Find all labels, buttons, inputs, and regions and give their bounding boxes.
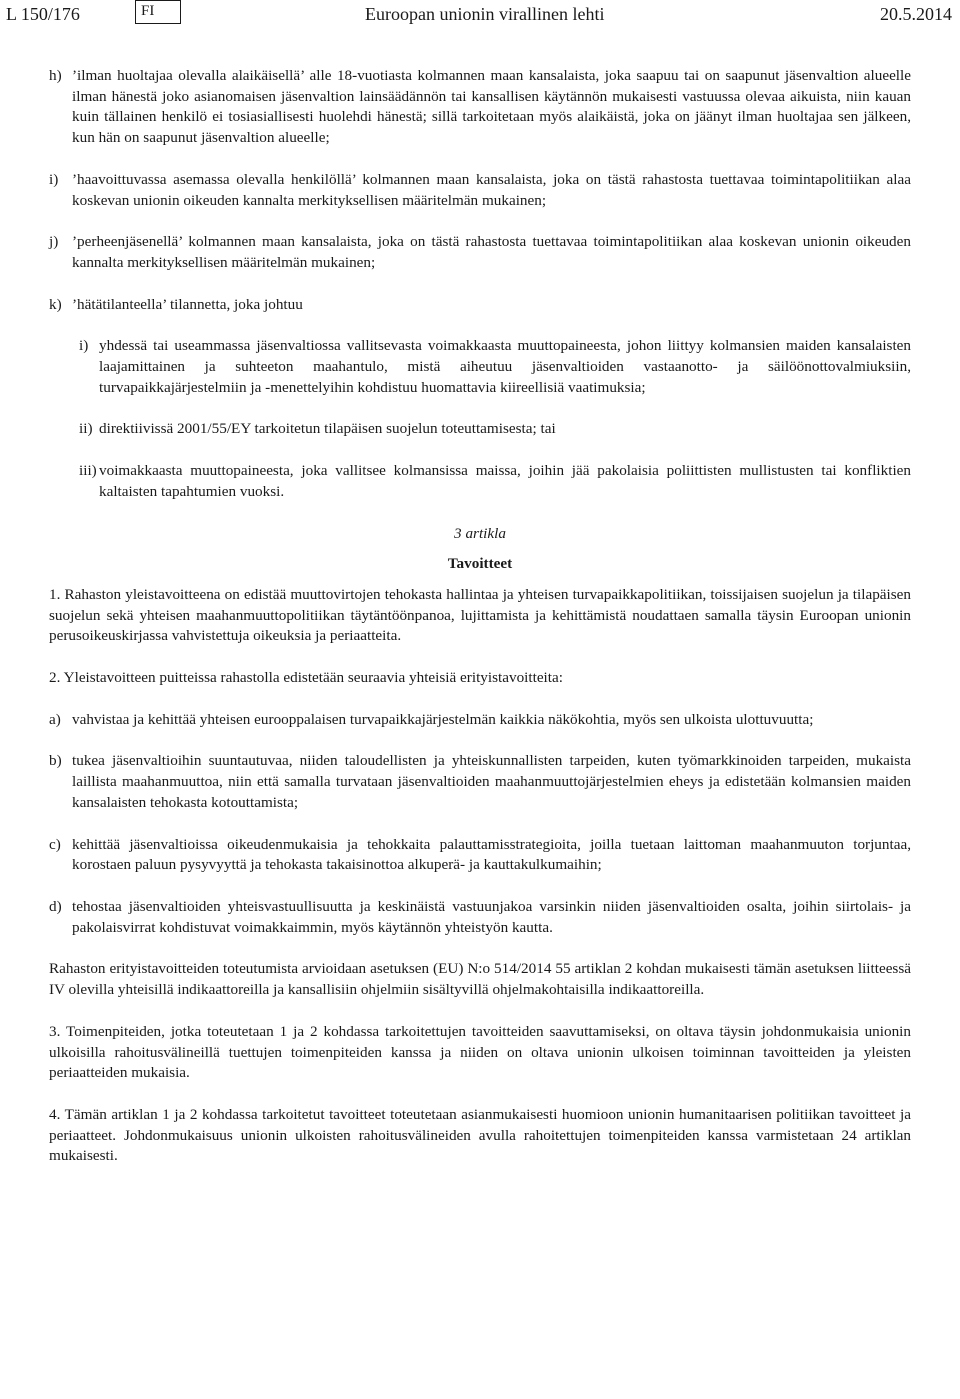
publication-date: 20.5.2014 [880, 4, 952, 24]
page-header [0, 0, 960, 34]
goal-text: kehittää jäsenvaltioissa oikeudenmukaisia ja tehokkaita palauttamisstrategioita, joilla tuetaan laittoman maahanmuuton torjuntaa, korostaen paluun pysyvyyttä ja tehokasta takaisinottoa alkuperä- ja kauttakulkumaihin; [72, 835, 911, 874]
page-reference: L 150/176 [6, 4, 80, 24]
goal-d [49, 897, 911, 938]
sub-item-label: iii) [79, 462, 97, 480]
goal-c [49, 835, 911, 876]
paragraph-text: Yleistavoitteen puitteissa rahastolla edistetään seuraavia yhteisiä erityistavoitteita: [63, 669, 563, 687]
language-badge: FI [135, 0, 181, 24]
definition-k [49, 295, 911, 316]
article-number: 3 artikla [454, 524, 506, 542]
paragraph-label: 2. [49, 669, 61, 687]
goal-a [49, 710, 911, 731]
item-text: ’haavoittuvassa asemassa olevalla henkilöllä’ kolmannen maan kansalaista, joka on tästä rahastosta tuettavaa toimintapolitiikan alaa koskevan unionin oikeuden kannalta merkityksellisen määritelmän mukainen; [72, 170, 911, 209]
goal-label: a) [49, 710, 61, 728]
evaluation-paragraph: Rahaston erityistavoitteiden toteutumista arvioidaan asetuksen (EU) N:o 514/2014 55 artiklan 2 kohdan mukaisesti tämän asetuksen liitteessä IV olevilla yhteisillä indikaattoreilla ja kansallisiin ohjelmiin sisältyvillä ohjelmakohtaisilla indikaattoreilla. [49, 960, 911, 999]
sub-item-text: voimakkaasta muuttopaineesta, joka vallitsee kolmansissa maissa, joihin jää pakolaisia poliittisten mullistusten tai konfliktien kaltaisten tapahtumien vuoksi. [99, 462, 911, 500]
item-label: i) [49, 170, 59, 188]
definition-k-sub-i [79, 336, 911, 398]
goal-label: b) [49, 752, 62, 770]
goal-label: d) [49, 897, 62, 915]
paragraph-2 [49, 668, 911, 689]
journal-title: Euroopan unionin virallinen lehti [365, 4, 605, 24]
paragraph-label: 4. [49, 1105, 61, 1123]
document-body [49, 66, 911, 1167]
goal-b [49, 751, 911, 813]
paragraph-3 [49, 1022, 911, 1084]
sub-item-text: yhdessä tai useammassa jäsenvaltiossa vallitsevasta voimakkaasta muuttopaineesta, johon liittyy kolmansien maiden kansalaisten laajamittainen ja suhteeton maahantulo, mistä aiheutuu jäsenvaltioiden vastaanotto- ja säilöönottovalmiuksiin, turvapaikkajärjestelmiin ja -menettelyihin kohdistuu huomattavia kiireellisiä vaatimuksia; [99, 337, 911, 396]
paragraph-1 [49, 585, 911, 647]
item-label: k) [49, 295, 62, 313]
item-label: j) [49, 233, 59, 251]
definition-h [49, 66, 911, 149]
sub-item-label: ii) [79, 420, 93, 438]
goal-label: c) [49, 835, 61, 853]
item-label: h) [49, 67, 62, 84]
sub-item-label: i) [79, 337, 89, 355]
goal-text: vahvistaa ja kehittää yhteisen eurooppalaisen turvapaikkajärjestelmän kaikkia näkökohtia, myös sen ulkoista ulottuvuutta; [72, 710, 814, 728]
goal-text: tehostaa jäsenvaltioiden yhteisvastuullisuutta ja keskinäistä vastuunjakoa varsinkin niiden jäsenvaltioiden osalta, joihin siirtolais- ja pakolaisvirrat kohdistuvat voimakkaimmin, myös käytännön yhteistyön kautta. [72, 897, 911, 936]
item-text: ’ilman huoltajaa olevalla alaikäisellä’ alle 18-vuotiasta kolmannen maan kansalaista, joka saapuu tai on saapunut jäsenvaltion alueelle ilman hänestä joko asianomaisen jäsenvaltion lainsäädännön tai kansallisen käytännön mukaisesti vastuussa olevaa aikuista, niin kauan kuin tällainen henkilö ei tosiasiallisesti huolehdi hänestä; sillä tarkoitetaan myös alaikäistä, joka on jäänyt ilman huoltajaa sen jälkeen, kun hän on saapunut jäsenvaltion alueelle; [72, 67, 911, 147]
paragraph-label: 3. [49, 1022, 61, 1040]
item-text: ’perheenjäsenellä’ kolmannen maan kansalaista, joka on tästä rahastosta tuettavaa toimintapolitiikan alaa koskevan unionin oikeuden kannalta merkityksellisen määritelmän mukainen; [72, 233, 911, 271]
definition-k-sub-ii [79, 419, 911, 440]
paragraph-text: Toimenpiteiden, jotka toteutetaan 1 ja 2 kohdassa tarkoitettujen tavoitteiden saavuttamiseksi, on oltava täysin johdonmukaisia unionin ulkoisilla rahoitusvälineillä tuettujen toimenpiteiden kanssa ja niiden on oltava unionin ulkoisen toiminnan tavoitteiden ja yleisten periaatteiden mukaisia. [49, 1022, 911, 1082]
paragraph-label: 1. [49, 585, 61, 603]
definition-j [49, 232, 911, 273]
article-title: Tavoitteet [447, 555, 513, 573]
paragraph-text: Tämän artiklan 1 ja 2 kohdassa tarkoitetut tavoitteet toteutetaan asianmukaisesti huomioon unionin humanitaarisen politiikan tavoitteet ja periaatteet. Johdonmukaisuus unionin ulkoisten rahoitusvälineiden avulla rahoitettujen toimenpiteiden kanssa varmistetaan 24 artiklan mukaisesti. [49, 1105, 911, 1165]
item-text: ’hätätilanteella’ tilannetta, joka johtuu [72, 295, 303, 313]
paragraph-4 [49, 1105, 911, 1167]
sub-item-text: direktiivissä 2001/55/EY tarkoitetun tilapäisen suojelun toteuttamisesta; tai [99, 420, 556, 438]
definition-k-sub-iii [79, 461, 911, 502]
paragraph-text: Rahaston yleistavoitteena on edistää muuttovirtojen tehokasta hallintaa ja yhteisen turvapaikkapolitiikan, toissijaisen suojelun ja tilapäisen suojelun sekä yhteisen maahanmuuttopolitiikan täytäntöönpanoa, lujittamista ja kehittämistä noudattaen samalla täysin Euroopan unionin perusoikeuskirjassa vahvistettuja oikeuksia ja periaatteita. [49, 585, 911, 645]
goal-text: tukea jäsenvaltioihin suuntautuvaa, niiden taloudellisten ja yhteiskunnallisten tarpeiden, kuten työmarkkinoiden tarpeiden, mukaista laillista maahanmuuttoa, niin että samalla turvataan jäsenvaltioiden maahanmuuttojärjestelmien eheys ja edistetään kolmansien maiden kansalaisten tehokasta kotouttamista; [72, 752, 911, 811]
definition-i [49, 170, 911, 211]
